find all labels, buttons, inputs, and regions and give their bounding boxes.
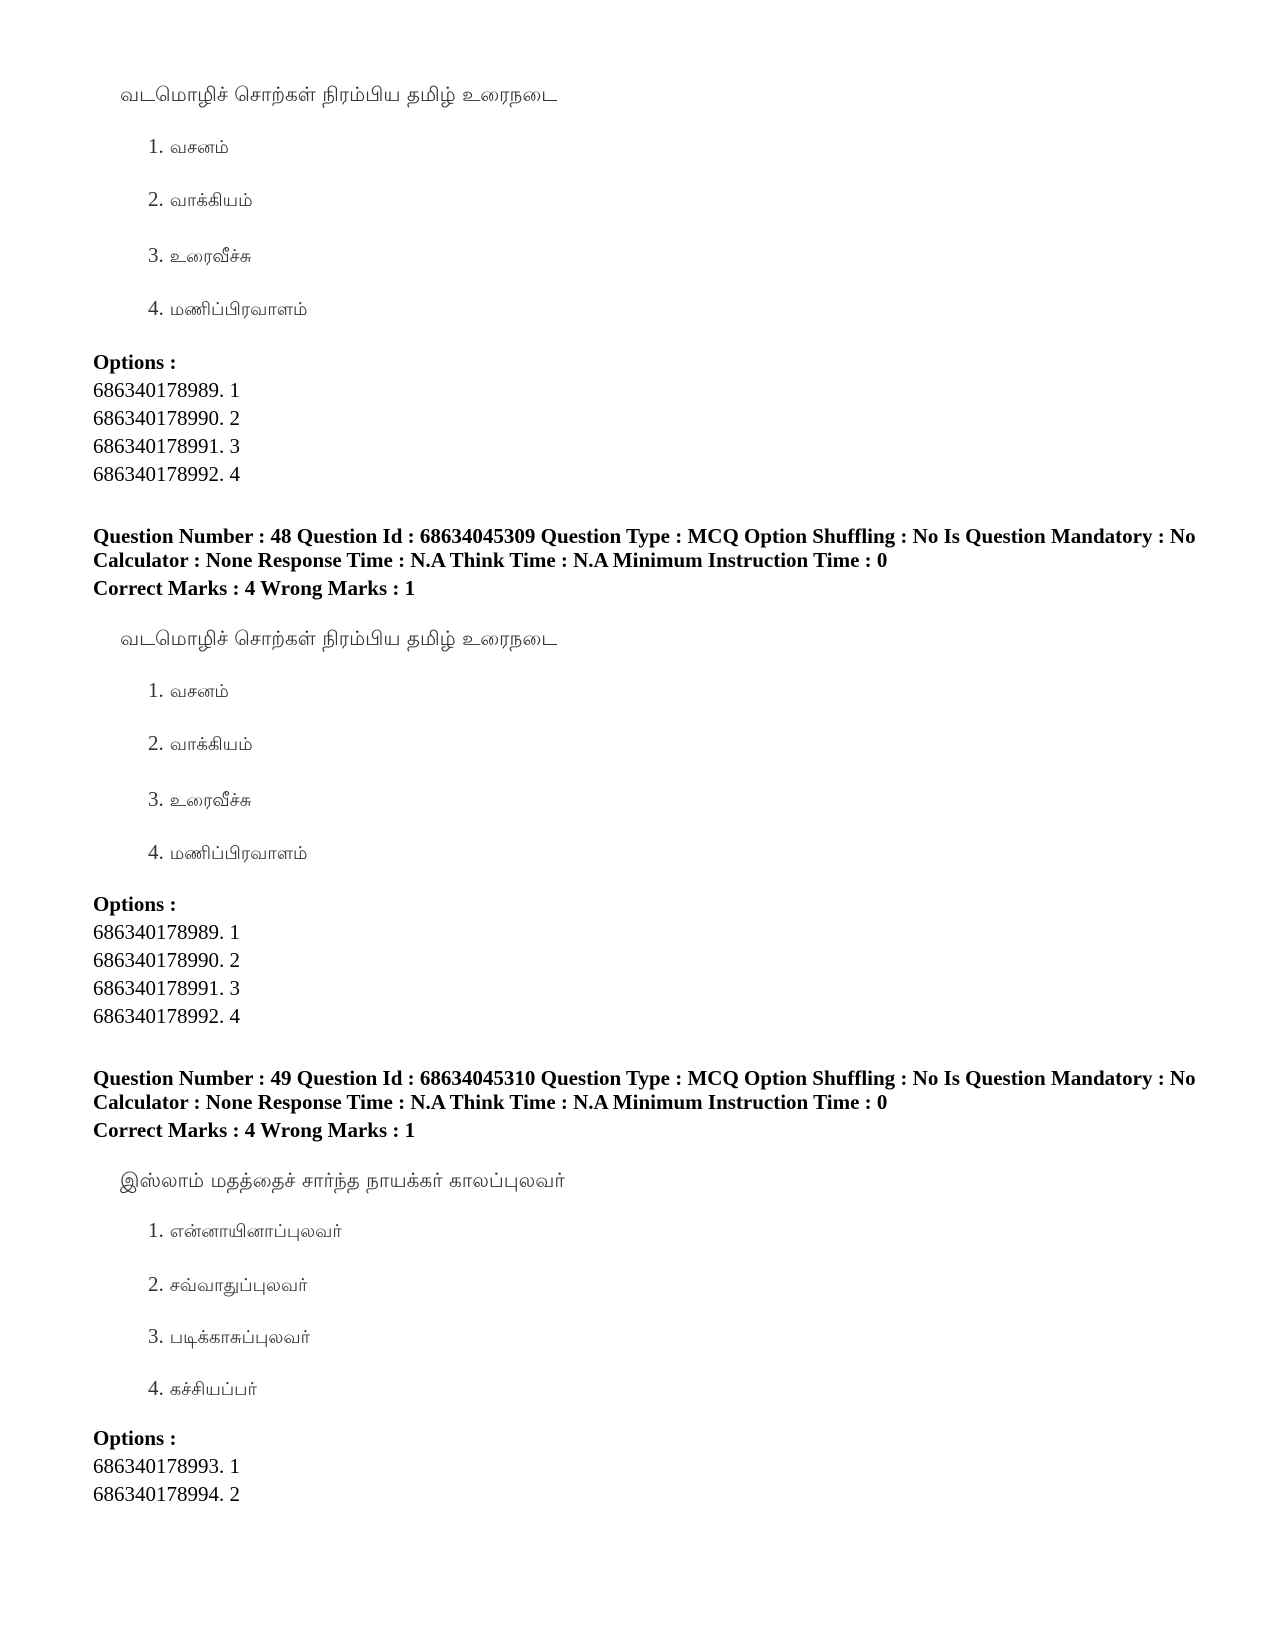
options-heading: Options :	[93, 892, 177, 916]
option-line: 686340178989. 1	[93, 378, 240, 402]
choice-text: வசனம்	[169, 137, 229, 158]
choice-item	[148, 134, 229, 160]
choice-text: சவ்வாதுப்புலவர்	[169, 1275, 308, 1296]
choice-number: 1.	[148, 678, 164, 702]
option-line: 686340178990. 2	[93, 406, 240, 430]
choice-item	[148, 678, 229, 704]
choice-item	[148, 1376, 257, 1402]
choice-item	[148, 731, 253, 757]
option-line: 686340178993. 1	[93, 1454, 240, 1478]
question-text: வடமொழிச் சொற்கள் நிரம்பிய தமிழ் உரைநடை	[120, 82, 558, 106]
choice-item	[148, 787, 251, 813]
choice-number: 1.	[148, 1218, 164, 1242]
choice-item	[148, 187, 253, 213]
question-marks: Correct Marks : 4 Wrong Marks : 1	[93, 1118, 416, 1142]
question-meta: Question Number : 49 Question Id : 68634045310 Question Type : MCQ Option Shuffling : No Is Question Mandatory : No Calculator : None Response Time : N.A Think Time : N.A Minimum Instruction Time : 0	[93, 1066, 1196, 1114]
question-meta: Question Number : 48 Question Id : 68634045309 Question Type : MCQ Option Shuffling : No Is Question Mandatory : No Calculator : None Response Time : N.A Think Time : N.A Minimum Instruction Time : 0	[93, 524, 1196, 572]
choice-number: 3.	[148, 1324, 164, 1348]
choice-text: படிக்காசுப்புலவர்	[169, 1327, 311, 1348]
choice-item	[148, 1272, 308, 1298]
choice-number: 3.	[148, 243, 164, 267]
option-line: 686340178990. 2	[93, 948, 240, 972]
choice-number: 4.	[148, 840, 164, 864]
choice-number: 4.	[148, 296, 164, 320]
question-text: இஸ்லாம் மதத்தைச் சார்ந்த நாயக்கர் காலப்புலவர்	[120, 1168, 565, 1192]
options-heading: Options :	[93, 350, 177, 374]
choice-item	[148, 840, 307, 866]
choice-text: உரைவீச்சு	[169, 790, 252, 811]
choice-item	[148, 243, 251, 269]
question-text: வடமொழிச் சொற்கள் நிரம்பிய தமிழ் உரைநடை	[120, 626, 558, 650]
choice-item	[148, 296, 307, 322]
option-line: 686340178994. 2	[93, 1482, 240, 1506]
choice-text: வாக்கியம்	[169, 190, 253, 211]
choice-text: உரைவீச்சு	[169, 246, 252, 267]
choice-number: 2.	[148, 187, 164, 211]
option-line: 686340178992. 4	[93, 462, 240, 486]
choice-number: 2.	[148, 731, 164, 755]
options-heading: Options :	[93, 1426, 177, 1450]
choice-item	[148, 1218, 342, 1244]
choice-number: 1.	[148, 134, 164, 158]
question-marks: Correct Marks : 4 Wrong Marks : 1	[93, 576, 416, 600]
choice-number: 2.	[148, 1272, 164, 1296]
choice-text: வசனம்	[169, 681, 229, 702]
option-line: 686340178991. 3	[93, 434, 240, 458]
choice-text: கச்சியப்பர்	[169, 1379, 257, 1400]
choice-text: மணிப்பிரவாளம்	[169, 843, 308, 864]
choice-item	[148, 1324, 310, 1350]
option-line: 686340178992. 4	[93, 1004, 240, 1028]
choice-text: என்னாயினாப்புலவர்	[169, 1221, 342, 1242]
option-line: 686340178989. 1	[93, 920, 240, 944]
option-line: 686340178991. 3	[93, 976, 240, 1000]
choice-number: 4.	[148, 1376, 164, 1400]
choice-text: வாக்கியம்	[169, 734, 253, 755]
choice-number: 3.	[148, 787, 164, 811]
choice-text: மணிப்பிரவாளம்	[169, 299, 308, 320]
